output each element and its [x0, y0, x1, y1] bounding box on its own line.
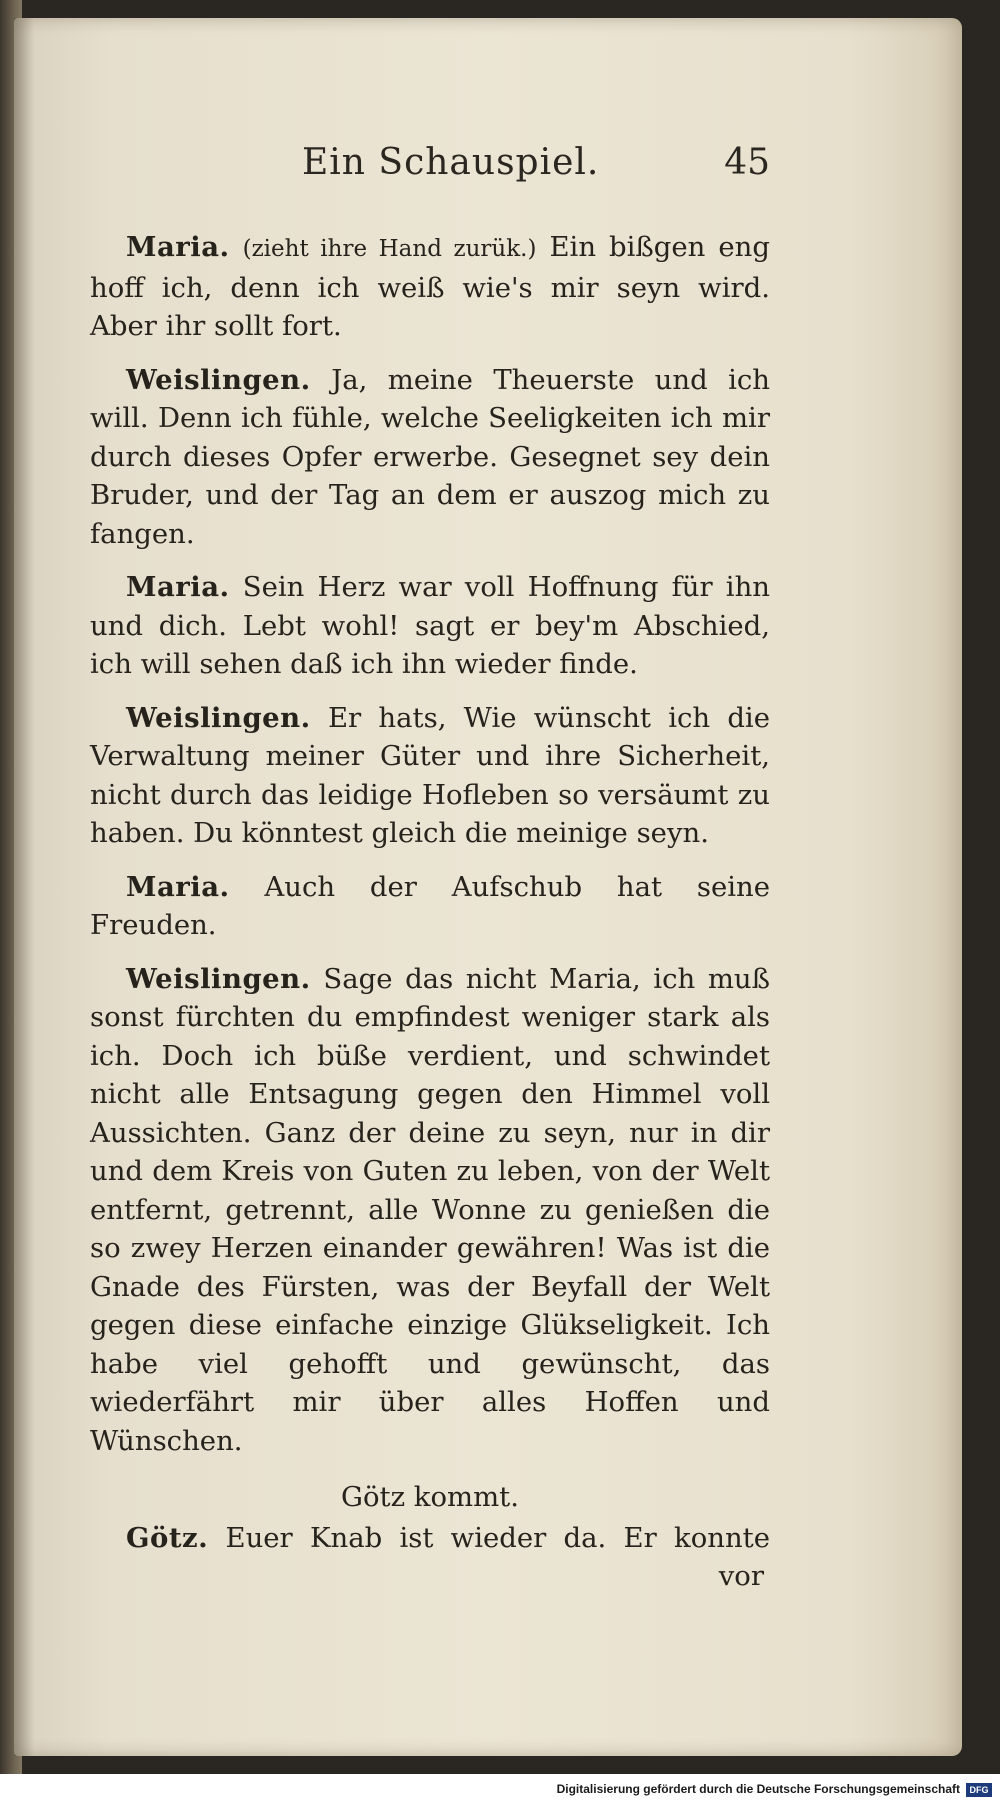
dialogue-text: Euer Knab ist wieder da. Er konnte	[225, 1521, 770, 1554]
speaker-name: Weislingen.	[126, 962, 311, 995]
dfg-logo: DFG	[966, 1783, 992, 1797]
dialogue-paragraph	[90, 699, 770, 853]
speaker-name: Götz.	[126, 1521, 209, 1554]
page-gutter-shadow	[14, 18, 34, 1756]
speaker-name: Maria.	[126, 870, 230, 903]
stage-direction: (zieht ihre Hand zurük.)	[242, 236, 537, 262]
page-number: 45	[724, 142, 770, 183]
dialogue-paragraph	[90, 568, 770, 684]
dialogue-text: Ein bißgen eng hoff ich, denn ich weiß wie's mir seyn wird. Aber ihr sollt fort.	[90, 231, 770, 342]
dialogue-paragraph	[90, 868, 770, 945]
speaker-name: Weislingen.	[126, 363, 311, 396]
speaker-name: Maria.	[126, 571, 230, 603]
dialogue-paragraph	[90, 361, 770, 554]
catchword: vor	[718, 1560, 764, 1592]
dialogue-text: Er hats, Wie wünscht ich die Verwaltung meiner Güter und ihre Sicherheit, nicht durch das leidige Hofleben so versäumt zu haben. Du könntest gleich die meinige seyn.	[90, 701, 771, 849]
page-body	[90, 228, 770, 1596]
dialogue-paragraph	[90, 1519, 770, 1558]
speaker-name: Weislingen.	[126, 701, 311, 734]
dialogue-text: Auch der Aufschub hat seine Freuden.	[90, 870, 770, 941]
dialogue-text: Sage das nicht Maria, ich muß sonst fürchten du empfindest weniger stark als ich. Doch ich büße verdient, und schwindet nicht alle Entsagung gegen den Himmel voll Aussichten. Ganz der deine zu seyn, nur in dir und dem Kreis von Guten zu leben, von der Welt entfernt, getrennt, alle Wonne zu genießen die so zwey Herzen einander gewähren! Was ist die Gnade des Fürsten, was der Beyfall der Welt gegen diese einfache einzige Glükseligkeit. Ich habe viel gehofft und gewünscht, das wiederfährt mir über alles Hoffen und Wünschen.	[90, 962, 770, 1457]
dialogue-text: Sein Herz war voll Hoffnung für ihn und dich. Lebt wohl! sagt er bey'm Abschied, ich will sehen daß ich ihn wieder finde.	[90, 571, 770, 680]
dialogue-text: Ja, meine Theuerste und ich will. Denn ich fühle, welche Seeligkeiten ich mir durch dieses Opfer erwerbe. Gesegnet sey dein Bruder, und der Tag an dem er auszog mich zu fangen.	[90, 363, 771, 550]
funding-credit: Digitalisierung gefördert durch die Deutsche Forschungsgemeinschaft	[556, 1782, 960, 1796]
speaker-name: Maria.	[126, 231, 230, 263]
footer-bar	[0, 1774, 1000, 1802]
dialogue-paragraph	[90, 228, 770, 346]
running-head	[80, 142, 770, 198]
stage-entrance: Götz kommt.	[341, 1481, 519, 1513]
running-head-title: Ein Schauspiel.	[302, 142, 600, 183]
dialogue-paragraph	[90, 960, 770, 1461]
